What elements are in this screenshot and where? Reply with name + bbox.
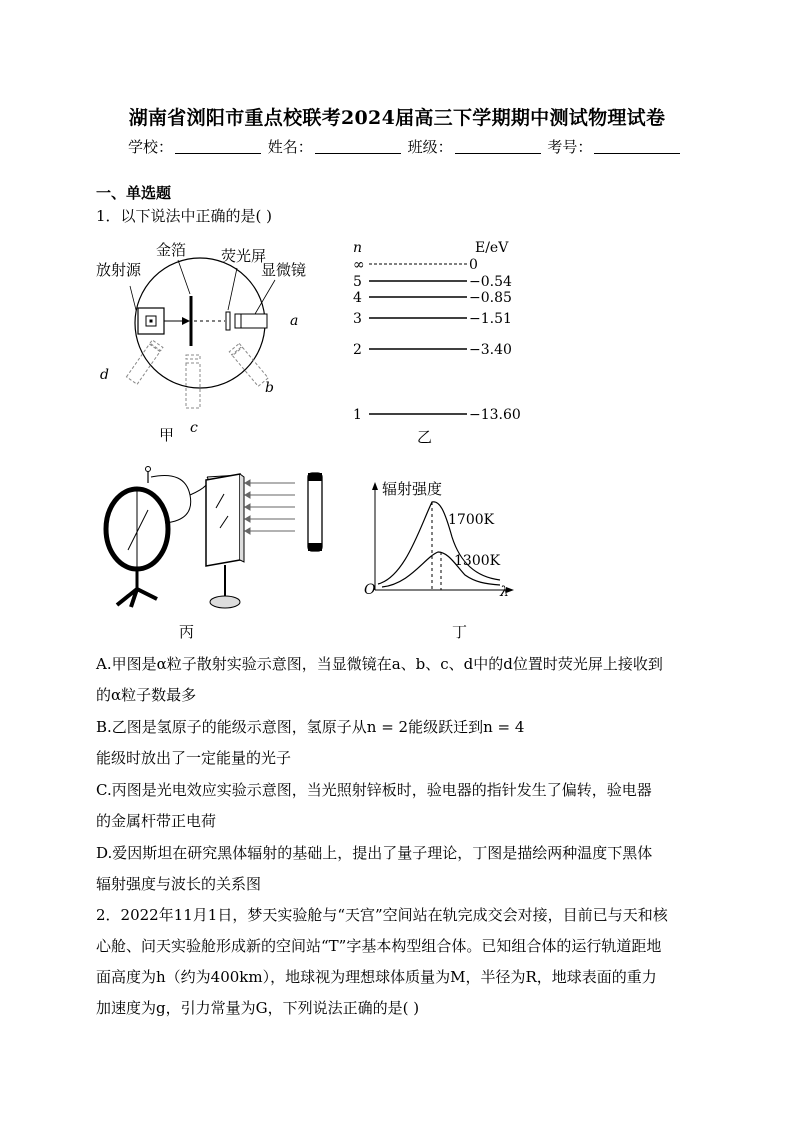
section-title: 一、单选题: [96, 184, 172, 202]
label-c: c: [190, 420, 198, 436]
option-b-line1: B.乙图是氢原子的能级示意图，氢原子从n = 2能级跃迁到n = 4: [96, 718, 525, 736]
number-label: 考号：: [547, 138, 593, 156]
option-c-line1: C.丙图是光电效应实验示意图，当光照射锌板时，验电器的指针发生了偏转，验电器: [96, 781, 652, 799]
caption-ding: 丁: [452, 623, 468, 641]
level-energy-label: −1.51: [469, 311, 512, 327]
option-a-line2: 的α粒子数最多: [96, 686, 197, 704]
figure-yi-energy-levels: [345, 236, 530, 446]
curve-1300k-label: 1300K: [454, 553, 501, 569]
option-d-line1: D.爱因斯坦在研究黑体辐射的基础上，提出了量子理论，丁图是描绘两种温度下黑体: [96, 844, 653, 862]
student-info-row: [128, 136, 682, 157]
caption-bing: 丙: [179, 623, 195, 641]
option-d-line2: 辐射强度与波长的关系图: [96, 875, 262, 893]
q2-line3: 面高度为h（约为400km），地球视为理想球体质量为M，半径为R，地球表面的重力: [96, 968, 657, 986]
level-energy-label: −0.85: [469, 290, 512, 306]
label-d: d: [100, 367, 109, 383]
level-energy-label: 0: [469, 257, 478, 273]
option-a-line1: A.甲图是α粒子散射实验示意图，当显微镜在a、b、c、d中的d位置时荧光屏上接收到: [96, 655, 663, 673]
class-label: 班级：: [407, 138, 453, 156]
caption-yi: 乙: [417, 428, 433, 446]
name-label: 姓名：: [267, 138, 313, 156]
level-n-label: 3: [353, 311, 362, 327]
page-title: 湖南省浏阳市重点校联考2024届高三下学期期中测试物理试卷: [128, 107, 666, 129]
figure-jia: [90, 238, 320, 443]
figure-ding-blackbody: [360, 472, 520, 644]
level-n-label: 4: [353, 290, 362, 306]
q2-line4: 加速度为g，引力常量为G，下列说法正确的是( ): [96, 999, 420, 1017]
label-source: 放射源: [96, 261, 142, 279]
option-b-line2: 能级时放出了一定能量的光子: [96, 749, 292, 767]
level-n-label: 1: [353, 407, 362, 423]
level-n-label: 2: [353, 342, 362, 358]
label-a: a: [290, 313, 299, 329]
curve-1700k-label: 1700K: [448, 512, 495, 528]
level-n-label: ∞: [353, 257, 365, 273]
y-axis-label: 辐射强度: [382, 480, 443, 498]
level-n-label: 5: [353, 274, 362, 290]
x-axis-label: λ: [500, 584, 509, 600]
label-b: b: [265, 380, 274, 396]
q1-stem: 1．以下说法中正确的是( ): [96, 207, 273, 225]
label-screen: 荧光屏: [221, 247, 267, 265]
label-microscope: 显微镜: [261, 261, 307, 279]
origin-label: O: [364, 582, 376, 598]
figure-bing: [95, 465, 340, 645]
number-blank[interactable]: [594, 139, 680, 154]
level-energy-label: −3.40: [469, 342, 512, 358]
school-blank[interactable]: [175, 139, 261, 154]
level-energy-label: −13.60: [469, 407, 521, 423]
level-energy-label: −0.54: [469, 274, 512, 290]
caption-jia: 甲: [159, 426, 175, 443]
school-label: 学校：: [128, 138, 174, 156]
n-axis-label: n: [353, 240, 363, 256]
label-foil: 金箔: [156, 241, 187, 259]
e-axis-label: E/eV: [475, 240, 509, 256]
class-blank[interactable]: [455, 139, 541, 154]
name-blank[interactable]: [315, 139, 401, 154]
option-c-line2: 的金属杆带正电荷: [96, 812, 217, 830]
q2-line1: 2．2022年11月1日，梦天实验舱与“天宫”空间站在轨完成交会对接，目前已与天和核: [96, 906, 668, 924]
q2-line2: 心舱、问天实验舱形成新的空间站“T”字基本构型组合体。已知组合体的运行轨道距地: [96, 937, 662, 955]
